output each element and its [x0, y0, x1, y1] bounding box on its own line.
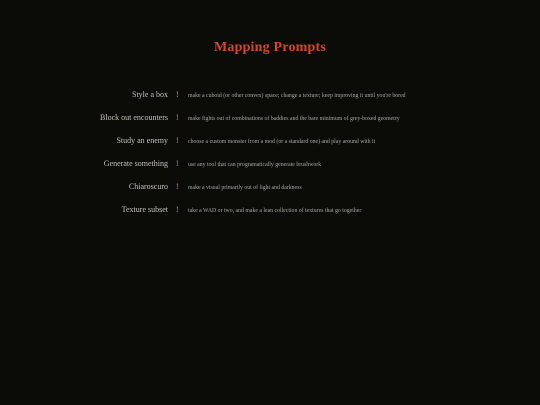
- prompt-name: Chiaroscuro: [128, 182, 168, 191]
- exclamation-marker-icon: !: [176, 182, 179, 191]
- page-title: Mapping Prompts: [213, 40, 327, 55]
- exclamation-marker-icon: !: [176, 159, 179, 168]
- prompt-description: make a visual primarily out of light and darkness: [188, 185, 302, 191]
- exclamation-marker-icon: !: [176, 205, 179, 214]
- exclamation-marker-icon: !: [176, 136, 179, 145]
- prompt-row-block-out-encounters: [0, 111, 540, 134]
- prompt-name: Style a box: [132, 90, 168, 99]
- prompt-row-study-an-enemy: [0, 134, 540, 157]
- prompt-description: choose a custom monster from a mod (or a standard one) and play around with it: [188, 139, 376, 145]
- prompt-description: make a cuboid (or other convex) space; change a texture; keep improving it until you're bored: [188, 93, 406, 99]
- prompt-row-texture-subset: [0, 203, 540, 226]
- prompt-row-chiaroscuro: [0, 180, 540, 203]
- prompt-name: Generate something: [103, 159, 168, 168]
- exclamation-marker-icon: !: [176, 90, 179, 99]
- prompt-name: Texture subset: [121, 205, 168, 214]
- prompt-row-style-a-box: [0, 88, 540, 111]
- prompt-list: [0, 88, 540, 226]
- exclamation-marker-icon: !: [176, 113, 179, 122]
- prompt-description: take a WAD or two, and make a lean collection of textures that go together: [188, 208, 362, 214]
- prompt-description: use any tool that can programatically generate brushwork: [188, 162, 322, 168]
- prompt-description: make fights out of combinations of baddies and the bare minimum of grey-boxed geometry: [188, 116, 400, 122]
- prompt-name: Block out encounters: [100, 113, 168, 122]
- prompt-row-generate-something: [0, 157, 540, 180]
- prompt-name: Study an enemy: [116, 136, 168, 145]
